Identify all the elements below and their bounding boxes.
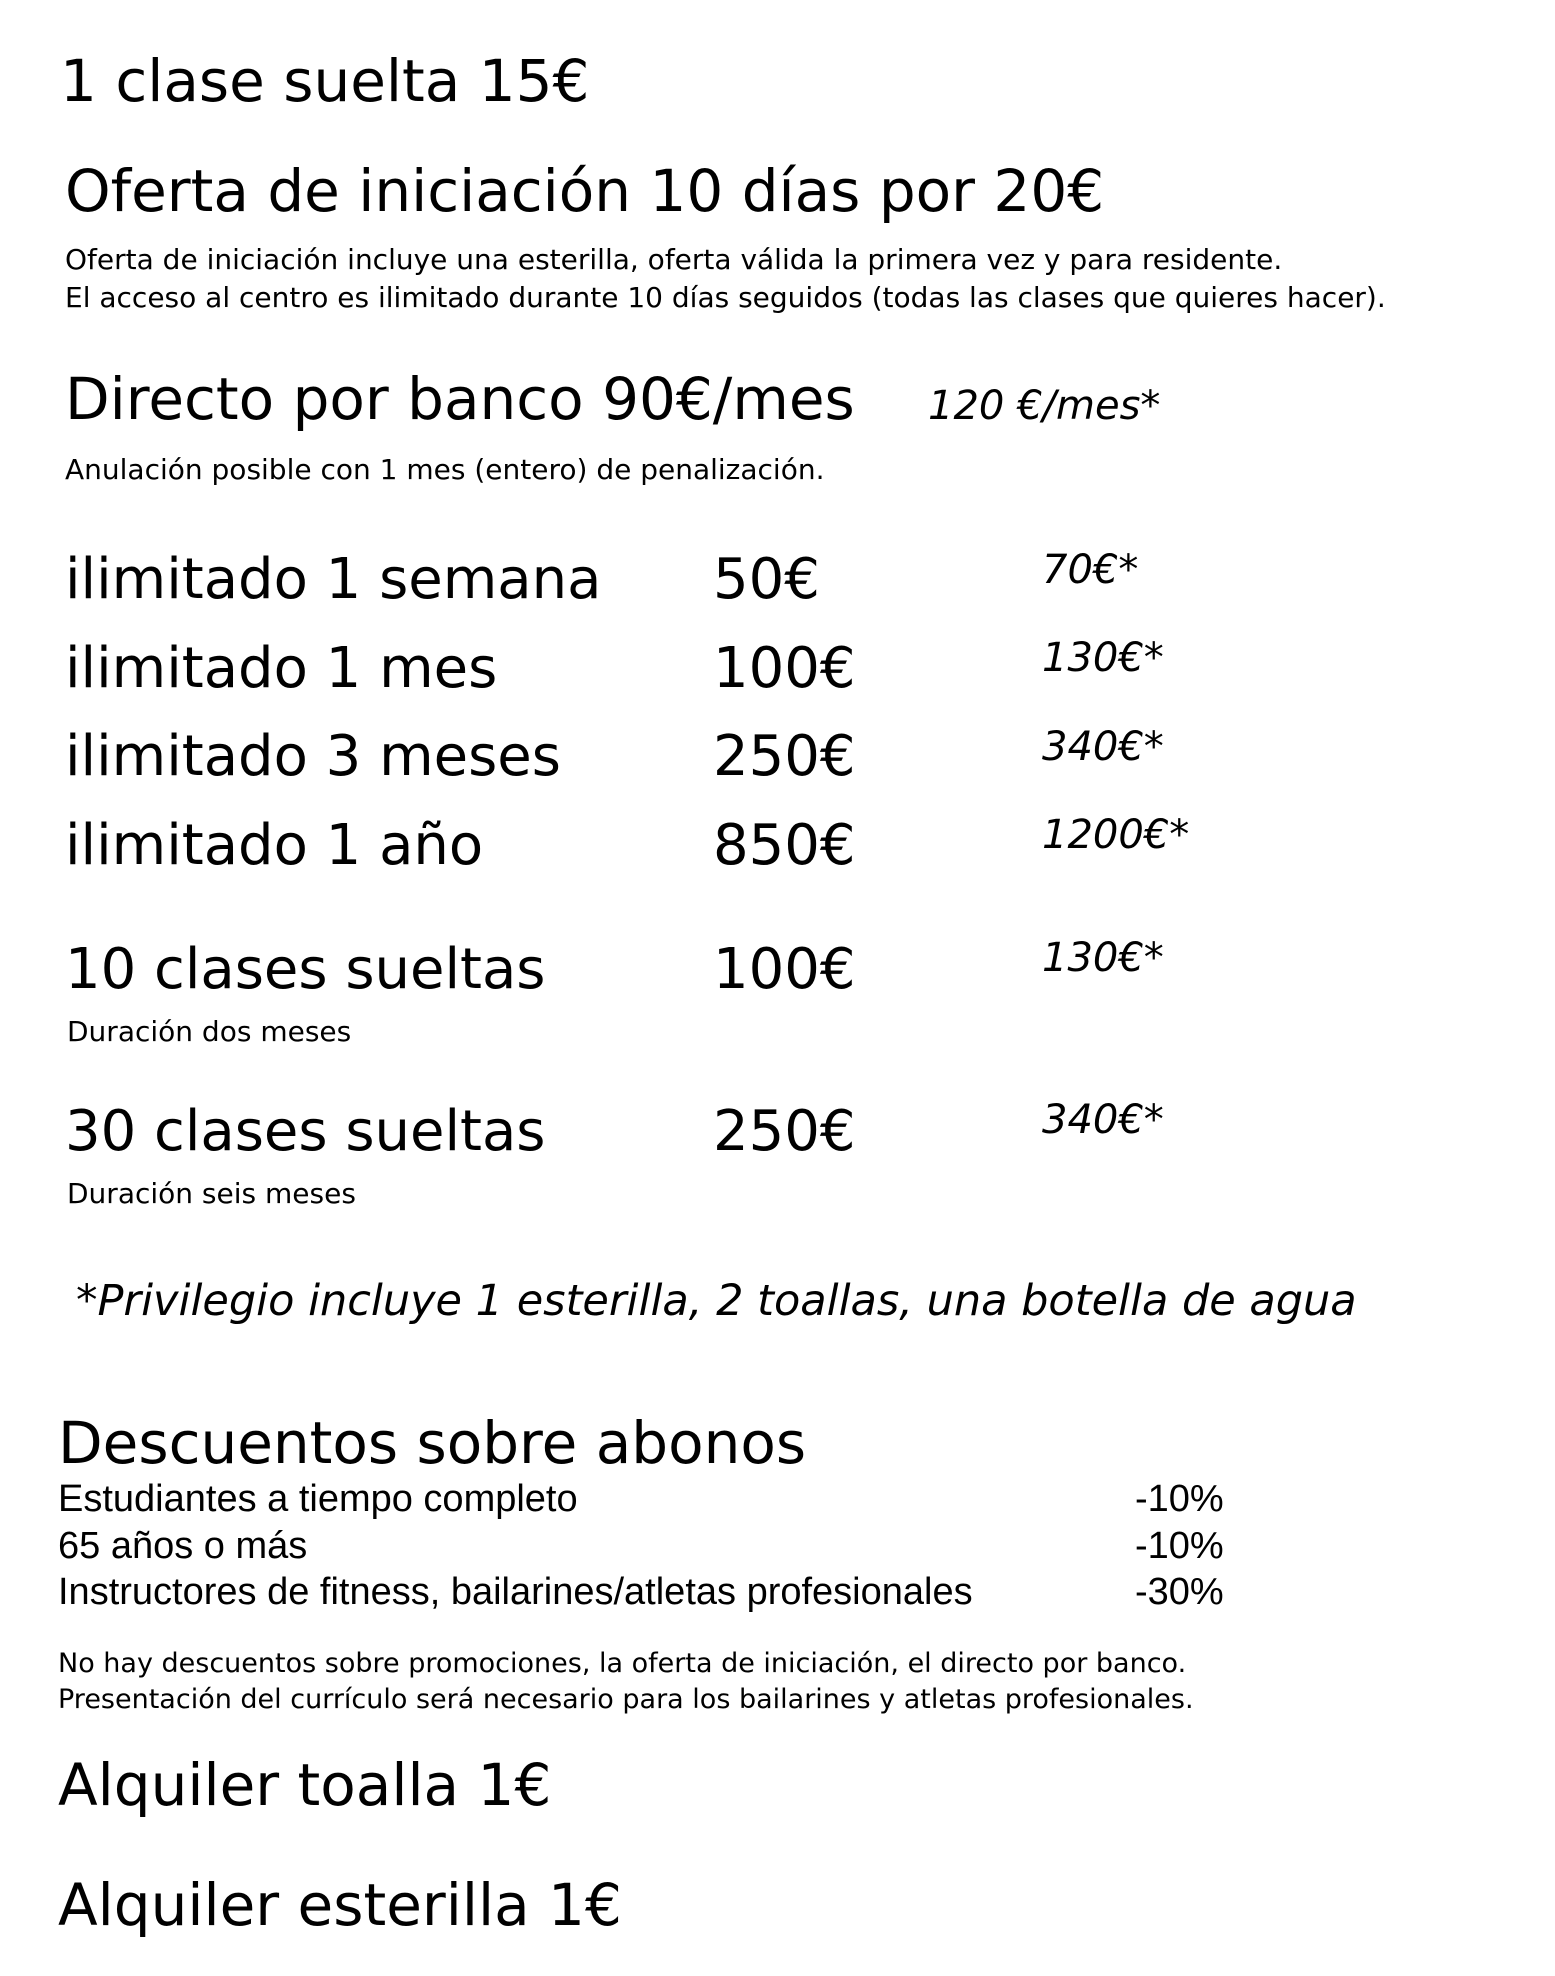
- intro-offer-title: Oferta de iniciación 10 días por 20€: [65, 157, 1105, 225]
- unlimited-price: 50€: [713, 547, 820, 612]
- direct-debit-privilege-price: 120 €/mes*: [928, 383, 1161, 429]
- direct-debit-title: Directo por banco 90€/mes: [65, 365, 855, 433]
- unlimited-privilege-price: 70€*: [1042, 547, 1139, 593]
- class-pack-label: 30 clases sueltas: [65, 1099, 546, 1164]
- towel-rental-price: Alquiler toalla 1€: [58, 1751, 552, 1819]
- unlimited-privilege-price: 340€*: [1042, 724, 1164, 770]
- unlimited-price: 250€: [713, 724, 856, 789]
- class-pack-duration: Duración seis meses: [67, 1177, 356, 1210]
- single-class-price: 1 clase suelta 15€: [60, 47, 590, 115]
- class-pack-duration: Duración dos meses: [67, 1015, 352, 1048]
- unlimited-label: ilimitado 1 semana: [65, 547, 602, 612]
- class-pack-price: 100€: [713, 937, 856, 1002]
- intro-offer-note: El acceso al centro es ilimitado durante 10 días seguidos (todas las clases que quieres hacer).: [65, 281, 1386, 314]
- discount-note: No hay descuentos sobre promociones, la oferta de iniciación, el directo por banco.: [58, 1648, 1187, 1679]
- discount-label: Instructores de fitness, bailarines/atletas profesionales: [58, 1571, 973, 1613]
- intro-offer-note: Oferta de iniciación incluye una esterilla, oferta válida la primera vez y para residente.: [65, 243, 1283, 276]
- direct-debit-note: Anulación posible con 1 mes (entero) de penalización.: [65, 453, 825, 486]
- discount-note: Presentación del currículo será necesario para los bailarines y atletas profesionales.: [58, 1684, 1194, 1715]
- unlimited-label: ilimitado 3 meses: [65, 724, 561, 789]
- discount-label: 65 años o más: [58, 1525, 308, 1567]
- class-pack-price: 250€: [713, 1099, 856, 1164]
- privilege-note: *Privilegio incluye 1 esterilla, 2 toallas, una botella de agua: [76, 1276, 1357, 1326]
- unlimited-privilege-price: 130€*: [1042, 635, 1164, 681]
- class-pack-privilege-price: 340€*: [1042, 1097, 1164, 1143]
- unlimited-label: ilimitado 1 mes: [65, 636, 498, 701]
- unlimited-label: ilimitado 1 año: [65, 813, 484, 878]
- class-pack-label: 10 clases sueltas: [65, 937, 546, 1002]
- discounts-title: Descuentos sobre abonos: [58, 1409, 807, 1477]
- unlimited-price: 100€: [713, 636, 856, 701]
- unlimited-privilege-price: 1200€*: [1042, 812, 1190, 858]
- discount-value: -10%: [1135, 1525, 1224, 1567]
- class-pack-privilege-price: 130€*: [1042, 935, 1164, 981]
- unlimited-price: 850€: [713, 813, 856, 878]
- discount-label: Estudiantes a tiempo completo: [58, 1478, 578, 1520]
- discount-value: -10%: [1135, 1478, 1224, 1520]
- mat-rental-price: Alquiler esterilla 1€: [58, 1871, 622, 1939]
- discount-value: -30%: [1135, 1571, 1224, 1613]
